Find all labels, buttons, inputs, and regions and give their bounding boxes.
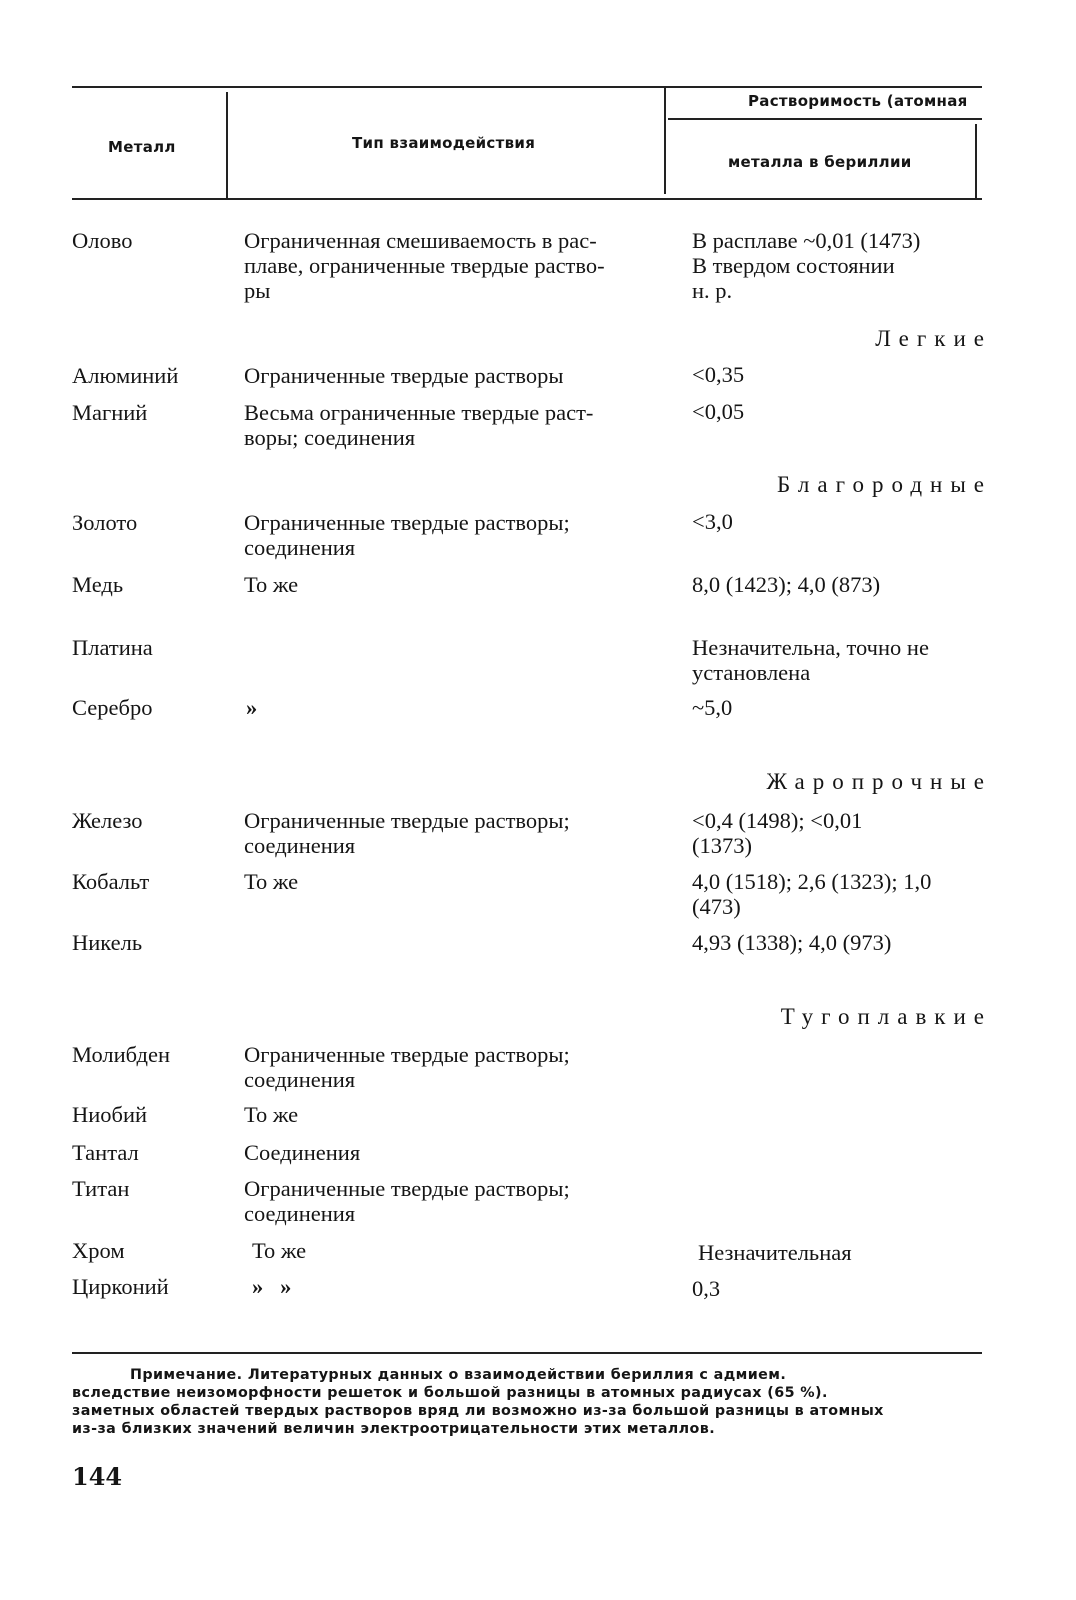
header-solubility: Растворимость (атомная: [748, 92, 968, 110]
header-sub-rule: [668, 118, 982, 120]
cell-type-copper: То же: [244, 572, 299, 597]
cell-sol-iron: <0,4 (1498); <0,01 (1373): [692, 808, 863, 858]
header-divider-1: [226, 92, 228, 198]
cell-type-iron: Ограниченные твердые растворы; соединения: [244, 808, 570, 858]
cell-metal-iron: Железо: [72, 808, 143, 833]
cell-type-aluminum: Ограниченные твердые растворы: [244, 363, 564, 388]
cell-sol-magnesium: <0,05: [692, 399, 745, 424]
cell-metal-copper: Медь: [72, 572, 124, 597]
header-bottom-rule: [72, 198, 982, 200]
note-line-3: заметных областей твердых растворов вряд ли возможно из-за большой разницы в атомных: [72, 1403, 884, 1419]
cell-type-silver: »: [246, 695, 258, 720]
cell-sol-zirconium: 0,3: [692, 1276, 721, 1301]
cell-metal-tantalum: Тантал: [72, 1140, 139, 1165]
note-line-1: Примечание. Литературных данных о взаимодействии бериллия с адмием.: [130, 1367, 787, 1383]
table-top-rule: [72, 86, 982, 88]
group-noble: Благородные: [777, 472, 992, 497]
header-metal: Металл: [108, 138, 176, 156]
header-solubility-sub: металла в бериллии: [728, 153, 912, 171]
cell-metal-chromium: Хром: [72, 1238, 125, 1263]
cell-type-cobalt: То же: [244, 869, 299, 894]
cell-metal-magnesium: Магний: [72, 400, 148, 425]
page-number: 144: [72, 1462, 123, 1491]
cell-sol-cobalt: 4,0 (1518); 2,6 (1323); 1,0 (473): [692, 869, 932, 919]
cell-type-tin: [244, 228, 674, 303]
group-heat-resistant: Жаропрочные: [766, 769, 992, 794]
cell-metal-tin: Олово: [72, 228, 133, 253]
cell-type-titanium: Ограниченные твердые растворы; соединения: [244, 1176, 570, 1226]
cell-metal-zirconium: Цирконий: [72, 1274, 169, 1299]
cell-type-tantalum: Соединения: [244, 1140, 361, 1165]
cell-sol-silver: ~5,0: [692, 695, 733, 720]
cell-metal-cobalt: Кобальт: [72, 869, 150, 894]
header-type: Тип взаимодействия: [352, 134, 536, 152]
cell-type-molybdenum: Ограниченные твердые растворы; соединения: [244, 1042, 570, 1092]
cell-metal-aluminum: Алюминий: [72, 363, 179, 388]
cell-sol-copper: 8,0 (1423); 4,0 (873): [692, 572, 881, 597]
cell-metal-gold: Золото: [72, 510, 138, 535]
note-line-4: из-за близких значений величин электроотрицательности этих металлов.: [72, 1421, 716, 1437]
cell-sol-nickel: 4,93 (1338); 4,0 (973): [692, 930, 892, 955]
cell-type-magnesium: Весьма ограниченные твердые раст- воры; соединения: [244, 400, 594, 450]
header-divider-2: [664, 88, 666, 194]
cell-type-tin-text: Ограниченная смешиваемость в рас- плаве, ограниченные твердые раство- ры: [244, 228, 605, 303]
cell-sol-tin: В расплаве ~0,01 (1473) В твердом состоянии н. р.: [692, 228, 921, 303]
cell-metal-nickel: Никель: [72, 930, 143, 955]
cell-type-chromium: То же: [252, 1238, 307, 1263]
cell-type-niobium: То же: [244, 1102, 299, 1127]
cell-metal-silver: Серебро: [72, 695, 153, 720]
group-refractory: Тугоплавкие: [780, 1004, 992, 1029]
cell-sol-gold: <3,0: [692, 509, 733, 534]
cell-metal-platinum: Платина: [72, 635, 153, 660]
cell-type-gold: Ограниченные твердые растворы; соединения: [244, 510, 570, 560]
cell-sol-aluminum: <0,35: [692, 362, 745, 387]
cell-sol-platinum: Незначительна, точно не установлена: [692, 635, 929, 685]
note-line-2: вследствие неизоморфности решеток и большой разницы в атомных радиусах (65 %).: [72, 1385, 828, 1401]
group-light: Легкие: [875, 326, 992, 351]
cell-metal-niobium: Ниобий: [72, 1102, 148, 1127]
cell-metal-titanium: Титан: [72, 1176, 130, 1201]
cell-sol-chromium: Незначительная: [698, 1240, 852, 1265]
cell-type-zirconium: » »: [252, 1274, 292, 1299]
header-divider-3: [975, 124, 977, 198]
table-bottom-rule: [72, 1352, 982, 1354]
cell-metal-molybdenum: Молибден: [72, 1042, 171, 1067]
